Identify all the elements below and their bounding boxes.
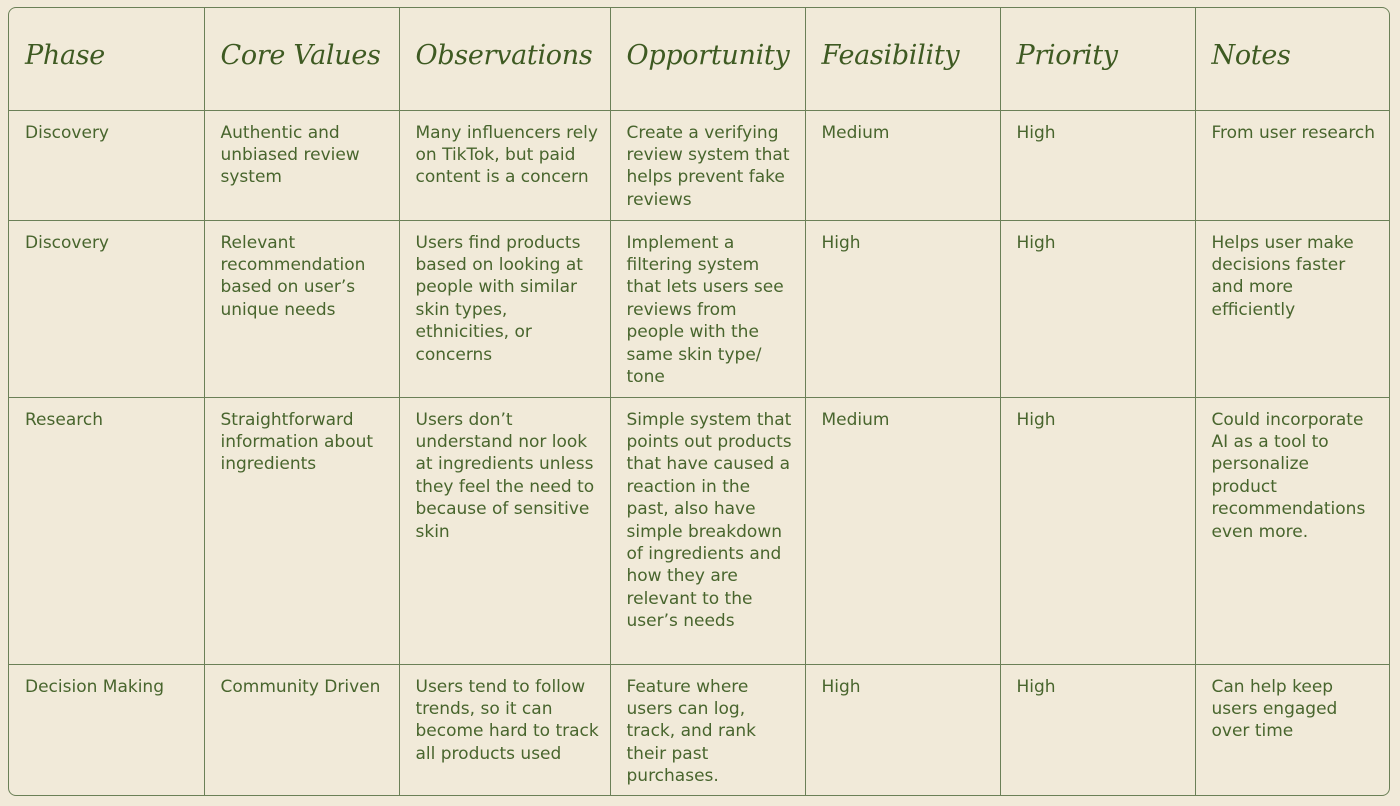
cell-core-values: Straightforward information about ingredients (204, 397, 399, 664)
cell-observations: Users find products based on looking at people with similar skin types, ethnicities, or concerns (399, 220, 610, 397)
cell-observations: Users tend to follow trends, so it can become hard to track all products used (399, 664, 610, 795)
cell-notes: Can help keep users engaged over time (1211, 676, 1338, 742)
header-priority: Priority (1000, 8, 1195, 110)
table-row (9, 110, 1389, 220)
header-notes: Notes (1195, 8, 1389, 110)
cell-opportunity: Create a verifying review system that helps prevent fake reviews (610, 110, 805, 220)
cell-phase: Discovery (9, 110, 204, 220)
table-row (9, 664, 1389, 795)
cell-observations: Many influencers rely on TikTok, but paid content is a concern (399, 110, 610, 220)
cell-feasibility: High (805, 220, 1000, 397)
cell-phase: Decision Making (9, 664, 204, 795)
header-opportunity: Opportunity (610, 8, 805, 110)
cell-phase: Research (9, 397, 204, 664)
cell-core-values: Relevant recommendation based on user’s unique needs (204, 220, 399, 397)
cell-opportunity: Feature where users can log, track, and rank their past purchases. (610, 664, 805, 795)
cell-opportunity: Simple system that points out products that have caused a reaction in the past, also have simple breakdown of ingredients and how they are relevant to the user’s needs (610, 397, 805, 664)
header-phase: Phase (9, 8, 204, 110)
cell-priority: High (1000, 397, 1195, 664)
cell-priority: High (1000, 220, 1195, 397)
header-observations: Observations (399, 8, 610, 110)
data-table (9, 8, 1389, 795)
cell-priority: High (1000, 110, 1195, 220)
cell-observations: Users don’t understand nor look at ingredients unless they feel the need to because of sensitive skin (399, 397, 610, 664)
cell-phase: Discovery (9, 220, 204, 397)
table-row (9, 397, 1389, 664)
cell-notes: Helps user make decisions faster and more efficiently (1195, 220, 1389, 397)
cell-feasibility: High (805, 664, 1000, 795)
phase-opportunity-table (8, 7, 1390, 796)
header-core-values: Core Values (204, 8, 399, 110)
cell-feasibility: Medium (805, 110, 1000, 220)
cell-core-values: Community Driven (204, 664, 399, 795)
cell-priority: High (1000, 664, 1195, 795)
table-row (9, 220, 1389, 397)
cell-notes: Could incorporate AI as a tool to personalize product recommendations even more. (1195, 397, 1389, 664)
cell-opportunity: Implement a filtering system that lets users see reviews from people with the same skin type/ tone (610, 220, 805, 397)
cell-core-values: Authentic and unbiased review system (204, 110, 399, 220)
cell-feasibility: Medium (805, 397, 1000, 664)
cell-notes: From user research (1195, 110, 1389, 220)
header-feasibility: Feasibility (805, 8, 1000, 110)
header-row (9, 8, 1389, 110)
